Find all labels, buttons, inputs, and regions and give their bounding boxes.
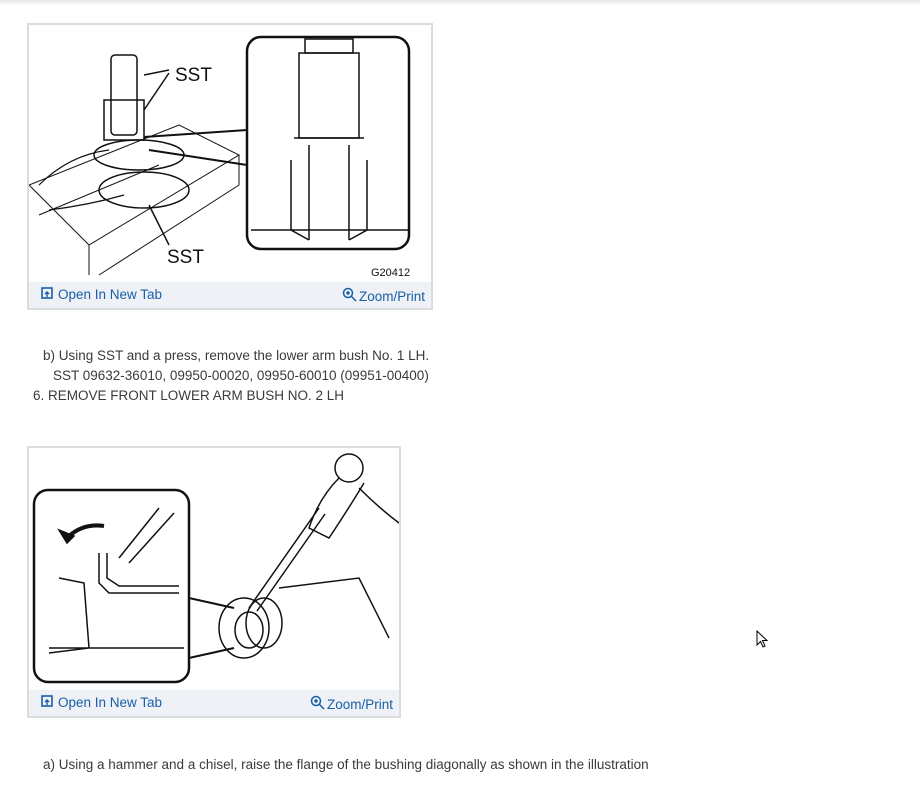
figure-code: G20412 bbox=[371, 267, 411, 279]
figure-1-footer bbox=[29, 282, 431, 308]
open-new-tab-icon bbox=[41, 695, 53, 710]
sst-top-label: SST bbox=[175, 65, 212, 86]
open-in-new-tab-label: Open In New Tab bbox=[58, 287, 163, 302]
zoom-print-label: Zoom/Print bbox=[326, 696, 393, 712]
open-in-new-tab-label: Open In New Tab bbox=[58, 695, 163, 710]
open-in-new-tab-link[interactable] bbox=[41, 287, 162, 302]
zoom-in-icon bbox=[310, 695, 325, 713]
illustration-hammer-chisel[interactable] bbox=[29, 448, 399, 691]
illustration-bush-removal[interactable] bbox=[29, 25, 431, 283]
step-b-text: b) Using SST and a press, remove the lower arm bush No. 1 LH. bbox=[43, 348, 430, 363]
zoom-print-label: Zoom/Print bbox=[358, 288, 425, 304]
sst-numbers-text: SST 09632-36010, 09950-00020, 09950-60010 (09951-00400) bbox=[53, 368, 429, 383]
figure-2 bbox=[27, 446, 401, 718]
figure-2-footer bbox=[29, 690, 399, 716]
step-6-heading: 6. REMOVE FRONT LOWER ARM BUSH NO. 2 LH bbox=[33, 388, 345, 403]
figure-1 bbox=[27, 23, 433, 310]
zoom-print-link[interactable] bbox=[342, 287, 425, 305]
zoom-print-link[interactable] bbox=[310, 695, 393, 713]
open-new-tab-icon bbox=[41, 287, 53, 302]
step-a-text: a) Using a hammer and a chisel, raise the flange of the bushing diagonally as shown in the illustration bbox=[43, 757, 649, 772]
top-bar bbox=[0, 0, 920, 6]
zoom-in-icon bbox=[342, 287, 357, 305]
open-in-new-tab-link[interactable] bbox=[41, 695, 162, 710]
sst-bottom-label: SST bbox=[167, 247, 204, 268]
mouse-cursor-icon bbox=[756, 630, 770, 655]
